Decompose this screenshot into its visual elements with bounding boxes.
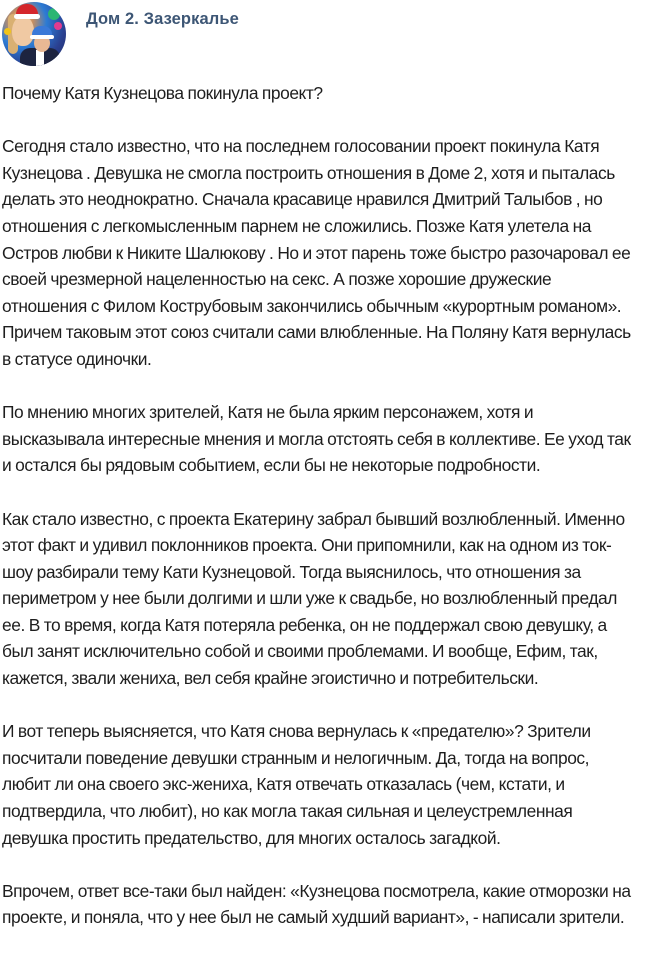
avatar-image-detail [12,16,34,46]
text-line: Причем таковым этот союз считали сами влюбленные. На Поляну Катя вернулась [2,322,631,343]
santa-hat-icon [32,26,52,36]
text-line: периметром у нее были долгими и шли уже к свадьбе, но возлюбленный предал [2,588,617,609]
text-line: в статусе одиночки. [2,348,152,369]
text-line: и остался бы рядовым событием, если бы не некоторые подробности. [2,455,541,476]
text-line: посчитали поведение девушки странным и нелогичным. Да, тогда на вопрос, [2,747,590,768]
group-name-link[interactable]: Дом 2. Зазеркалье [86,10,239,28]
text-line: этот факт и удивил поклонников проекта. Они припомнили, как на одном из ток- [2,535,612,556]
text-line: отношения с Филом Кострубовым закончились обычным «курортным романом». [2,295,622,316]
ornament-icon [4,28,11,35]
ornament-icon [54,22,62,30]
paragraph-2 [2,399,670,479]
ornament-icon [48,8,60,20]
paragraph-4 [2,718,670,851]
text-line: Сегодня стало известно, что на последнем голосовании проект покинула Катя [2,136,600,157]
paragraph-3 [2,506,670,692]
text-line: проекте, и поняла, что у нее был не самый худший вариант», - написали зрители. [2,907,625,928]
text-line: любит ли она своего экс-жениха, Катя отвечать отказалась (чем, кстати, и [2,774,565,795]
santa-hat-icon [16,4,38,16]
post-title: Почему Катя Кузнецова покинула проект? [2,83,323,103]
text-line: шоу разбирали тему Кати Кузнецовой. Тогда выяснилось, что отношения за [2,561,581,582]
text-line: По мнению многих зрителей, Катя не была ярким персонажем, хотя и [2,402,534,423]
text-line: кажется, звали жениха, вел себя крайне эгоистично и потребительски. [2,668,539,689]
text-line: своей чрезмерной нацеленностью на секс. А позже хорошие дружеские [2,269,552,290]
text-line: был занят исключительно собой и своими проблемами. И вообще, Ефим, так, [2,641,598,662]
group-avatar[interactable] [2,2,66,66]
avatar-image-detail [36,50,44,66]
text-line: делать это неоднократно. Сначала красавице нравился Дмитрий Талыбов , но [2,189,603,210]
text-line: подтвердила, что любит), но как могла такая сильная и целеустремленная [2,801,573,822]
post-header [0,0,670,70]
text-line: Впрочем, ответ все-таки был найден: «Кузнецова посмотрела, какие отморозки на [2,880,631,901]
text-line: Как стало известно, с проекта Екатерину забрал бывший возлюбленный. Именно [2,508,625,529]
text-line: И вот теперь выясняется, что Катя снова вернулась к «предателю»? Зрители [2,721,591,742]
text-line: Остров любви к Никите Шалюкову . Но и этот парень тоже быстро разочаровал ее [2,242,631,263]
text-line: высказывала интересные мнения и могла отстоять себя в коллективе. Ее уход так [2,428,631,449]
text-line: девушка простить предательство, для многих осталось загадкой. [2,827,501,848]
text-line: ее. В то время, когда Катя потеряла ребенка, он не поддержал свою девушку, а [2,614,607,635]
paragraph-5 [2,878,670,931]
post-body [2,80,670,958]
text-line: отношения с легкомысленным парнем не сложились. Позже Катя улетела на [2,215,591,236]
text-line: Кузнецова . Девушка не смогла построить отношения в Доме 2, хотя и пыталась [2,162,615,183]
paragraph-1 [2,133,670,372]
